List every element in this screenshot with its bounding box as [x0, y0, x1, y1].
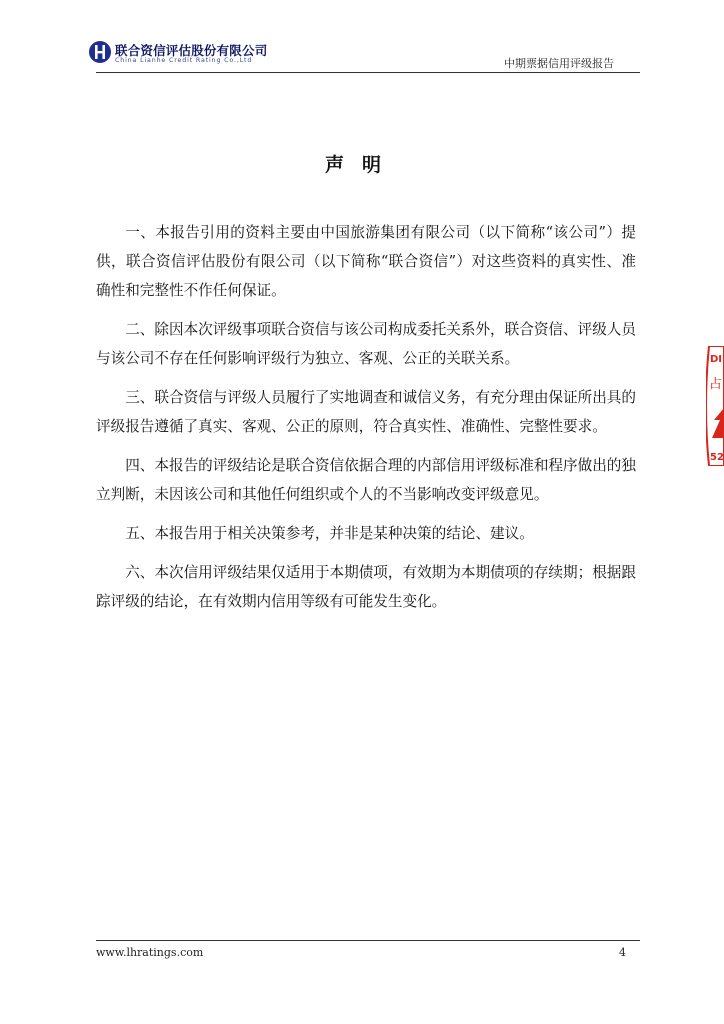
header-divider — [96, 72, 640, 73]
paragraph-1: 一、本报告引用的资料主要由中国旅游集团有限公司（以下简称“该公司”）提供，联合资信评估股份有限公司（以下简称“联合资信”）对这些资料的真实性、准确性和完整性不作任何保证。 — [96, 224, 636, 299]
page-number: 4 — [619, 946, 626, 959]
page-title: 声明 — [324, 154, 399, 176]
lianhe-logo-icon — [88, 40, 112, 64]
footer-website: www.lhratings.com — [96, 946, 204, 959]
paragraph-4: 四、本报告的评级结论是联合资信依据合理的内部信用评级标准和程序做出的独立判断，未因该公司和其他任何组织或个人的不当影响改变评级意见。 — [96, 457, 636, 503]
report-title: 中期票据信用评级报告 — [504, 57, 614, 70]
paragraph-2: 二、除因本次评级事项联合资信与该公司构成委托关系外，联合资信、评级人员与该公司不存在任何影响评级行为独立、客观、公正的关联关系。 — [96, 321, 636, 367]
company-name-cn: 联合资信评估股份有限公司 — [115, 43, 268, 58]
svg-text:占: 占 — [709, 377, 723, 392]
paragraph-5: 五、本报告用于相关决策参考，并非是某种决策的结论、建议。 — [125, 525, 534, 542]
footer-divider — [96, 940, 640, 941]
svg-text:52: 52 — [710, 452, 724, 463]
svg-text:DI: DI — [710, 354, 723, 365]
paragraph-3: 三、联合资信与评级人员履行了实地调查和诚信义务，有充分理由保证所出具的评级报告遵循了真实、客观、公正的原则，符合真实性、准确性、完整性要求。 — [96, 389, 636, 435]
statement-body — [96, 218, 636, 626]
page-header — [84, 38, 640, 74]
paragraph-6: 六、本次信用评级结果仅适用于本期债项，有效期为本期债项的存续期；根据跟踪评级的结论，在有效期内信用等级有可能发生变化。 — [96, 564, 636, 610]
seal-stamp — [706, 346, 724, 466]
company-name-en: China Lianhe Credit Rating Co.,Ltd — [115, 57, 253, 64]
